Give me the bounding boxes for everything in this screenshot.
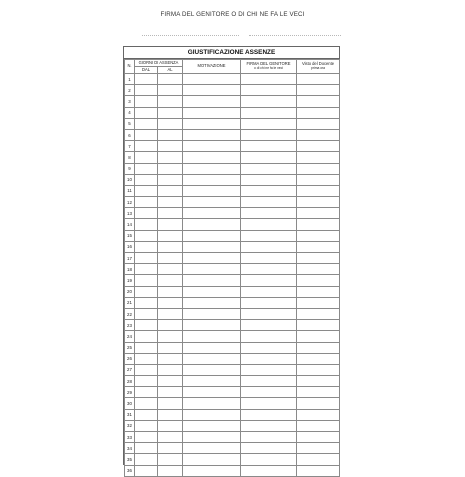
teacher-visa-cell[interactable]	[297, 152, 340, 163]
motivation-cell[interactable]	[183, 297, 241, 308]
teacher-visa-cell[interactable]	[297, 163, 340, 174]
to-cell[interactable]	[158, 320, 183, 331]
to-cell[interactable]	[158, 409, 183, 420]
teacher-visa-cell[interactable]	[297, 230, 340, 241]
teacher-visa-cell[interactable]	[297, 331, 340, 342]
from-cell[interactable]	[135, 74, 158, 85]
parent-signature-cell[interactable]	[241, 185, 297, 196]
parent-signature-cell[interactable]	[241, 230, 297, 241]
motivation-cell[interactable]	[183, 219, 241, 230]
teacher-visa-cell[interactable]	[297, 432, 340, 443]
table-row	[125, 219, 340, 230]
from-cell[interactable]	[135, 174, 158, 185]
table-row	[125, 342, 340, 353]
row-number: 8	[125, 152, 135, 163]
motivation-cell[interactable]	[183, 152, 241, 163]
row-number: 3	[125, 96, 135, 107]
motivation-cell[interactable]	[183, 129, 241, 140]
motivation-cell[interactable]	[183, 118, 241, 129]
parent-signature-cell[interactable]	[241, 409, 297, 420]
table-row	[125, 197, 340, 208]
row-number: 36	[125, 465, 135, 476]
to-cell[interactable]	[158, 174, 183, 185]
teacher-visa-cell[interactable]	[297, 320, 340, 331]
parent-signature-cell[interactable]	[241, 163, 297, 174]
to-cell[interactable]	[158, 353, 183, 364]
row-number: 1	[125, 74, 135, 85]
parent-signature-cell[interactable]	[241, 208, 297, 219]
to-cell[interactable]	[158, 275, 183, 286]
table-row	[125, 275, 340, 286]
to-cell[interactable]	[158, 454, 183, 465]
table-row	[125, 185, 340, 196]
teacher-visa-cell[interactable]	[297, 364, 340, 375]
from-cell[interactable]	[135, 219, 158, 230]
parent-signature-cell[interactable]	[241, 387, 297, 398]
to-cell[interactable]	[158, 118, 183, 129]
parent-signature-cell[interactable]	[241, 286, 297, 297]
teacher-visa-cell[interactable]	[297, 197, 340, 208]
motivation-cell[interactable]	[183, 286, 241, 297]
motivation-cell[interactable]	[183, 364, 241, 375]
to-cell[interactable]	[158, 152, 183, 163]
to-cell[interactable]	[158, 163, 183, 174]
to-cell[interactable]	[158, 308, 183, 319]
absence-table	[124, 59, 340, 477]
table-body	[125, 74, 340, 477]
motivation-cell[interactable]	[183, 432, 241, 443]
table-row	[125, 85, 340, 96]
teacher-visa-cell[interactable]	[297, 387, 340, 398]
row-number: 6	[125, 129, 135, 140]
column-header-parent-signature	[241, 60, 297, 74]
row-number: 30	[125, 398, 135, 409]
parent-signature-cell[interactable]	[241, 253, 297, 264]
table-row	[125, 353, 340, 364]
from-cell[interactable]	[135, 308, 158, 319]
motivation-cell[interactable]	[183, 353, 241, 364]
to-cell[interactable]	[158, 253, 183, 264]
teacher-visa-cell[interactable]	[297, 107, 340, 118]
teacher-visa-cell[interactable]	[297, 141, 340, 152]
table-row	[125, 152, 340, 163]
to-cell[interactable]	[158, 129, 183, 140]
motivation-cell[interactable]	[183, 141, 241, 152]
motivation-cell[interactable]	[183, 443, 241, 454]
teacher-visa-cell[interactable]	[297, 118, 340, 129]
table-row	[125, 364, 340, 375]
teacher-visa-cell[interactable]	[297, 129, 340, 140]
to-cell[interactable]	[158, 107, 183, 118]
to-cell[interactable]	[158, 420, 183, 431]
to-cell[interactable]	[158, 398, 183, 409]
from-cell[interactable]	[135, 152, 158, 163]
from-cell[interactable]	[135, 387, 158, 398]
motivation-cell[interactable]	[183, 465, 241, 476]
teacher-visa-cell[interactable]	[297, 454, 340, 465]
to-cell[interactable]	[158, 197, 183, 208]
from-cell[interactable]	[135, 118, 158, 129]
to-cell[interactable]	[158, 264, 183, 275]
parent-signature-cell[interactable]	[241, 96, 297, 107]
table-row	[125, 253, 340, 264]
to-cell[interactable]	[158, 74, 183, 85]
table-row	[125, 118, 340, 129]
from-cell[interactable]	[135, 420, 158, 431]
motivation-cell[interactable]	[183, 230, 241, 241]
table-row	[125, 241, 340, 252]
motivation-cell[interactable]	[183, 342, 241, 353]
motivation-cell[interactable]	[183, 208, 241, 219]
row-number: 4	[125, 107, 135, 118]
teacher-visa-cell[interactable]	[297, 465, 340, 476]
table-row	[125, 398, 340, 409]
row-number: 31	[125, 409, 135, 420]
signature-line-right[interactable]	[249, 35, 341, 36]
row-number: 7	[125, 141, 135, 152]
from-cell[interactable]	[135, 465, 158, 476]
motivation-cell[interactable]	[183, 264, 241, 275]
motivation-cell[interactable]	[183, 253, 241, 264]
table-row	[125, 443, 340, 454]
row-number: 24	[125, 331, 135, 342]
parent-signature-cell[interactable]	[241, 85, 297, 96]
parent-signature-cell[interactable]	[241, 398, 297, 409]
from-cell[interactable]	[135, 96, 158, 107]
to-cell[interactable]	[158, 141, 183, 152]
parent-signature-cell[interactable]	[241, 141, 297, 152]
row-number: 34	[125, 443, 135, 454]
teacher-visa-cell[interactable]	[297, 74, 340, 85]
from-cell[interactable]	[135, 376, 158, 387]
motivation-cell[interactable]	[183, 185, 241, 196]
row-number: 35	[125, 454, 135, 465]
to-cell[interactable]	[158, 443, 183, 454]
row-number: 29	[125, 387, 135, 398]
table-row	[125, 465, 340, 476]
row-number: 12	[125, 197, 135, 208]
signature-line-left[interactable]	[142, 35, 239, 36]
page-header-title: FIRMA DEL GENITORE O DI CHI NE FA LE VECI	[160, 11, 305, 18]
row-number: 10	[125, 174, 135, 185]
parent-signature-cell[interactable]	[241, 275, 297, 286]
parent-signature-cell[interactable]	[241, 74, 297, 85]
parent-signature-cell[interactable]	[241, 197, 297, 208]
teacher-visa-cell[interactable]	[297, 96, 340, 107]
teacher-visa-label: Visto del Docente	[301, 61, 334, 67]
from-cell[interactable]	[135, 141, 158, 152]
motivation-cell[interactable]	[183, 398, 241, 409]
row-number: 11	[125, 185, 135, 196]
parent-signature-cell[interactable]	[241, 219, 297, 230]
motivation-cell[interactable]	[183, 454, 241, 465]
from-cell[interactable]	[135, 230, 158, 241]
table-row	[125, 376, 340, 387]
to-cell[interactable]	[158, 241, 183, 252]
teacher-visa-cell[interactable]	[297, 398, 340, 409]
parent-signature-cell[interactable]	[241, 432, 297, 443]
row-number: 17	[125, 253, 135, 264]
from-cell[interactable]	[135, 129, 158, 140]
to-cell[interactable]	[158, 342, 183, 353]
parent-signature-cell[interactable]	[241, 297, 297, 308]
teacher-visa-cell[interactable]	[297, 443, 340, 454]
from-cell[interactable]	[135, 297, 158, 308]
motivation-cell[interactable]	[183, 85, 241, 96]
motivation-cell[interactable]	[183, 275, 241, 286]
from-cell[interactable]	[135, 185, 158, 196]
from-cell[interactable]	[135, 443, 158, 454]
motivation-cell[interactable]	[183, 308, 241, 319]
teacher-visa-cell[interactable]	[297, 208, 340, 219]
parent-signature-cell[interactable]	[241, 465, 297, 476]
motivation-cell[interactable]	[183, 387, 241, 398]
row-number: 23	[125, 320, 135, 331]
row-number: 26	[125, 353, 135, 364]
motivation-cell[interactable]	[183, 74, 241, 85]
table-row	[125, 163, 340, 174]
from-cell[interactable]	[135, 364, 158, 375]
motivation-cell[interactable]	[183, 320, 241, 331]
to-cell[interactable]	[158, 85, 183, 96]
column-header-motivation: MOTIVAZIONE	[183, 60, 241, 74]
parent-signature-cell[interactable]	[241, 353, 297, 364]
teacher-visa-cell[interactable]	[297, 174, 340, 185]
row-number: 32	[125, 420, 135, 431]
teacher-visa-cell[interactable]	[297, 185, 340, 196]
from-cell[interactable]	[135, 342, 158, 353]
motivation-cell[interactable]	[183, 420, 241, 431]
parent-signature-cell[interactable]	[241, 264, 297, 275]
parent-signature-cell[interactable]	[241, 129, 297, 140]
table-row	[125, 409, 340, 420]
teacher-visa-cell[interactable]	[297, 342, 340, 353]
row-number: 25	[125, 342, 135, 353]
motivation-cell[interactable]	[183, 174, 241, 185]
to-cell[interactable]	[158, 230, 183, 241]
teacher-visa-cell[interactable]	[297, 376, 340, 387]
parent-signature-cell[interactable]	[241, 342, 297, 353]
column-header-absence-days: GIORNI DI ASSENZA	[135, 60, 183, 67]
table-row	[125, 96, 340, 107]
table-row	[125, 387, 340, 398]
absence-justification-form	[123, 46, 340, 474]
row-number: 9	[125, 163, 135, 174]
parent-signature-cell[interactable]	[241, 118, 297, 129]
parent-signature-cell[interactable]	[241, 241, 297, 252]
parent-signature-cell[interactable]	[241, 308, 297, 319]
motivation-cell[interactable]	[183, 331, 241, 342]
row-number: 14	[125, 219, 135, 230]
teacher-visa-cell[interactable]	[297, 308, 340, 319]
teacher-visa-sublabel: prima ora	[311, 66, 325, 70]
to-cell[interactable]	[158, 286, 183, 297]
parent-signature-cell[interactable]	[241, 364, 297, 375]
to-cell[interactable]	[158, 387, 183, 398]
table-row	[125, 297, 340, 308]
teacher-visa-cell[interactable]	[297, 297, 340, 308]
row-number: 16	[125, 241, 135, 252]
from-cell[interactable]	[135, 353, 158, 364]
row-number: 18	[125, 264, 135, 275]
from-cell[interactable]	[135, 163, 158, 174]
row-number: 33	[125, 432, 135, 443]
teacher-visa-cell[interactable]	[297, 409, 340, 420]
parent-signature-label: FIRMA DEL GENITORE	[246, 61, 291, 67]
parent-signature-cell[interactable]	[241, 331, 297, 342]
from-cell[interactable]	[135, 85, 158, 96]
to-cell[interactable]	[158, 219, 183, 230]
form-title: GIUSTIFICAZIONE ASSENZE	[124, 47, 339, 59]
table-row	[125, 74, 340, 85]
parent-signature-cell[interactable]	[241, 454, 297, 465]
to-cell[interactable]	[158, 432, 183, 443]
parent-signature-cell[interactable]	[241, 320, 297, 331]
to-cell[interactable]	[158, 185, 183, 196]
teacher-visa-cell[interactable]	[297, 241, 340, 252]
teacher-visa-cell[interactable]	[297, 275, 340, 286]
row-number: 2	[125, 85, 135, 96]
from-cell[interactable]	[135, 331, 158, 342]
table-row	[125, 230, 340, 241]
motivation-cell[interactable]	[183, 96, 241, 107]
motivation-cell[interactable]	[183, 163, 241, 174]
table-row	[125, 208, 340, 219]
from-cell[interactable]	[135, 432, 158, 443]
from-cell[interactable]	[135, 253, 158, 264]
teacher-visa-cell[interactable]	[297, 286, 340, 297]
to-cell[interactable]	[158, 297, 183, 308]
table-row	[125, 320, 340, 331]
to-cell[interactable]	[158, 208, 183, 219]
column-header-from: DAL	[135, 67, 158, 74]
column-header-teacher-visa	[297, 60, 340, 74]
teacher-visa-cell[interactable]	[297, 353, 340, 364]
row-number: 20	[125, 286, 135, 297]
table-row	[125, 432, 340, 443]
motivation-cell[interactable]	[183, 107, 241, 118]
parent-signature-cell[interactable]	[241, 107, 297, 118]
table-row	[125, 286, 340, 297]
from-cell[interactable]	[135, 286, 158, 297]
from-cell[interactable]	[135, 107, 158, 118]
motivation-cell[interactable]	[183, 197, 241, 208]
from-cell[interactable]	[135, 409, 158, 420]
from-cell[interactable]	[135, 398, 158, 409]
motivation-cell[interactable]	[183, 376, 241, 387]
teacher-visa-cell[interactable]	[297, 219, 340, 230]
table-row	[125, 331, 340, 342]
teacher-visa-cell[interactable]	[297, 253, 340, 264]
row-number: 19	[125, 275, 135, 286]
from-cell[interactable]	[135, 197, 158, 208]
row-number: 13	[125, 208, 135, 219]
column-header-to: AL	[158, 67, 183, 74]
from-cell[interactable]	[135, 320, 158, 331]
parent-signature-cell[interactable]	[241, 376, 297, 387]
to-cell[interactable]	[158, 376, 183, 387]
parent-signature-cell[interactable]	[241, 174, 297, 185]
table-row	[125, 174, 340, 185]
teacher-visa-cell[interactable]	[297, 85, 340, 96]
to-cell[interactable]	[158, 465, 183, 476]
from-cell[interactable]	[135, 241, 158, 252]
table-row	[125, 308, 340, 319]
parent-signature-sublabel: o di chi ne fa le veci	[254, 66, 283, 70]
parent-signature-cell[interactable]	[241, 152, 297, 163]
from-cell[interactable]	[135, 208, 158, 219]
to-cell[interactable]	[158, 364, 183, 375]
motivation-cell[interactable]	[183, 241, 241, 252]
from-cell[interactable]	[135, 264, 158, 275]
parent-signature-cell[interactable]	[241, 443, 297, 454]
teacher-visa-cell[interactable]	[297, 264, 340, 275]
from-cell[interactable]	[135, 454, 158, 465]
row-number: 15	[125, 230, 135, 241]
row-number: 27	[125, 364, 135, 375]
row-number: 28	[125, 376, 135, 387]
from-cell[interactable]	[135, 275, 158, 286]
row-number: 21	[125, 297, 135, 308]
table-row	[125, 454, 340, 465]
to-cell[interactable]	[158, 331, 183, 342]
table-row	[125, 141, 340, 152]
column-header-number: N.	[125, 60, 135, 74]
row-number: 5	[125, 118, 135, 129]
table-row	[125, 420, 340, 431]
teacher-visa-cell[interactable]	[297, 420, 340, 431]
table-row	[125, 107, 340, 118]
table-row	[125, 129, 340, 140]
motivation-cell[interactable]	[183, 409, 241, 420]
parent-signature-cell[interactable]	[241, 420, 297, 431]
row-number: 22	[125, 308, 135, 319]
to-cell[interactable]	[158, 96, 183, 107]
table-row	[125, 264, 340, 275]
